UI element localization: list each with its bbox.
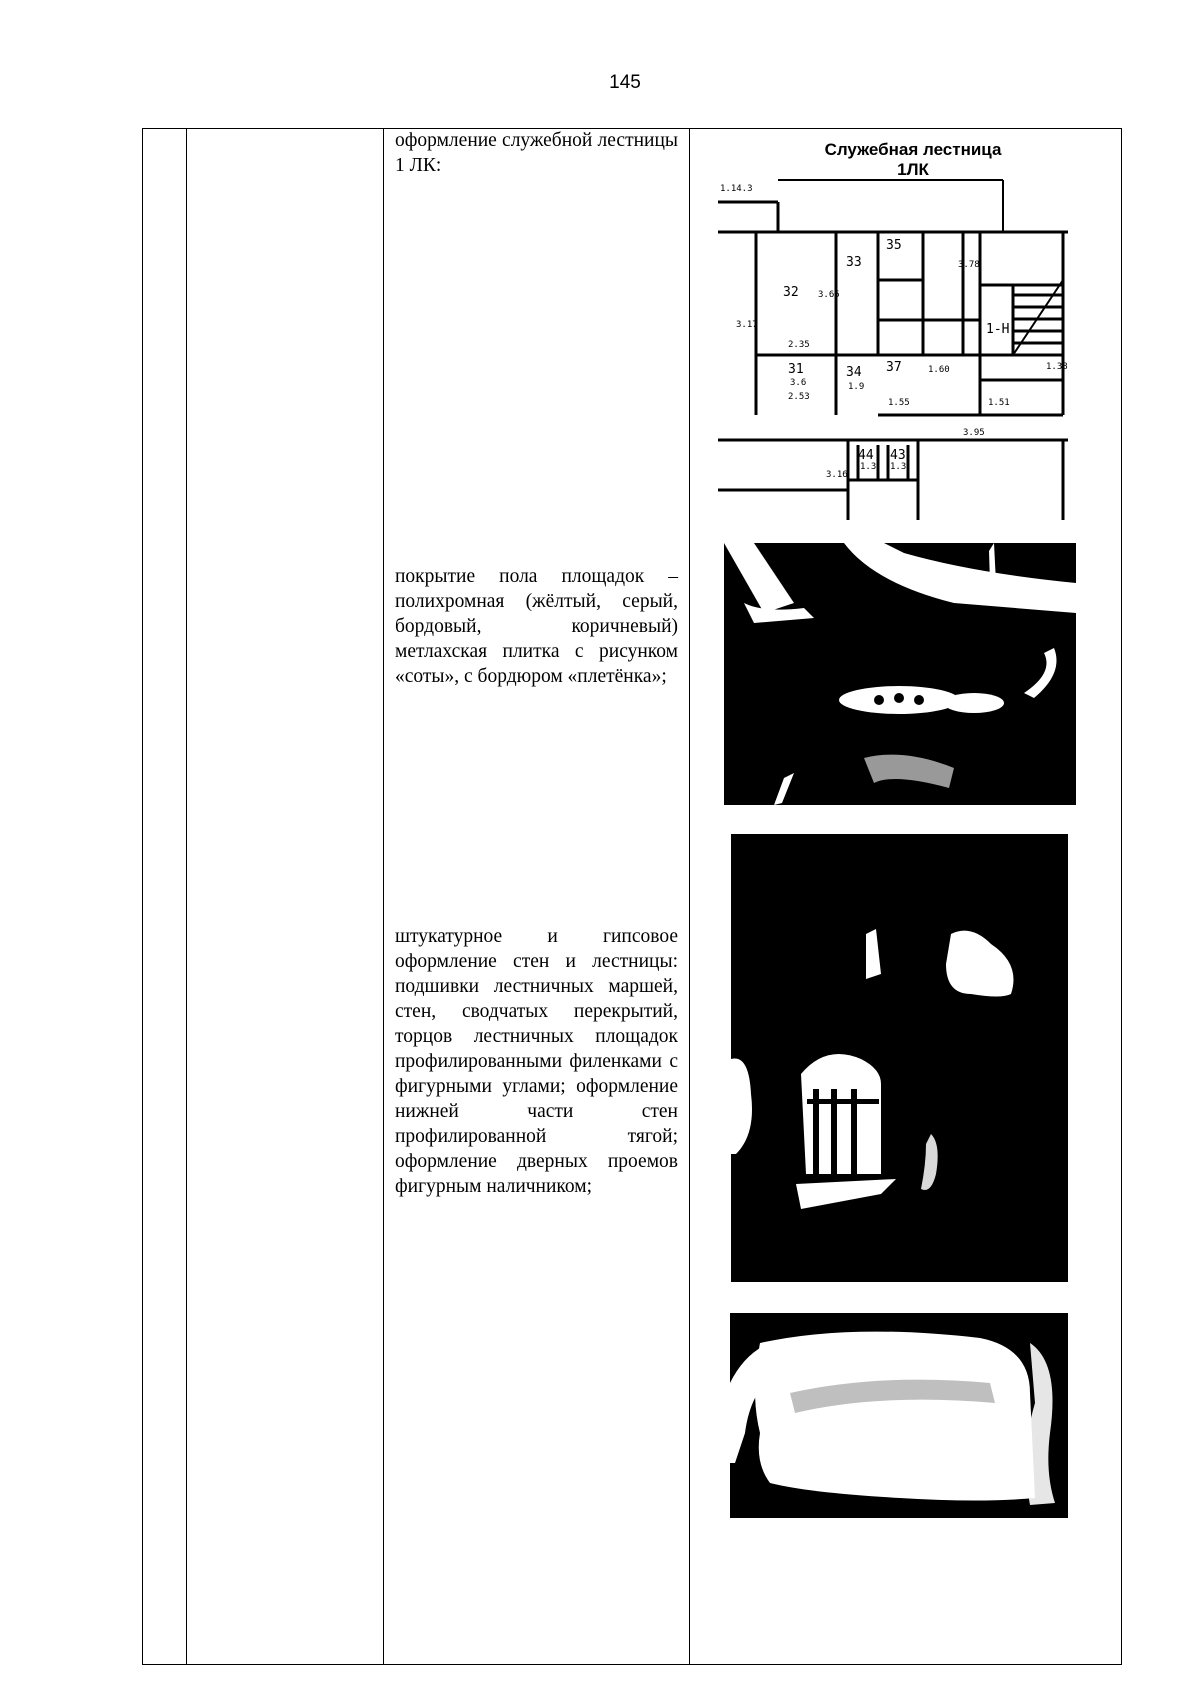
dimension-label: 1.51 xyxy=(988,398,1010,408)
room-label: 37 xyxy=(886,360,902,375)
room-label: 43 xyxy=(890,448,906,463)
dimension-label: 2.53 xyxy=(788,392,810,402)
dimension-label: 3.65 xyxy=(818,290,840,300)
dimension-label: 1.60 xyxy=(928,365,950,375)
page-number: 145 xyxy=(609,72,641,93)
photo-stairwell-window xyxy=(731,834,1068,1282)
plan-dimension-labels xyxy=(718,140,1068,520)
room-label: 35 xyxy=(886,238,902,253)
dimension-label: 3.6 xyxy=(790,378,807,388)
dimension-label: 3.95 xyxy=(963,428,985,438)
description-stair-design: оформление служебной лестницы 1 ЛК: xyxy=(395,130,678,176)
dimension-label: 1.38 xyxy=(1046,362,1068,372)
room-label: 44 xyxy=(858,448,874,463)
dimension-label: 1.9 xyxy=(848,382,865,392)
description-plaster-decor: штукатурное и гипсовое оформление стен и лестницы: подшивки лестничных маршей, стен, сводчатых перекрытий, торцов лестничных площадок профилированными филенками с фигурными углами; оформление нижней части стен профилированной тягой; оформление дверных проемов фигурным наличником; xyxy=(395,926,678,1197)
photo-stairwell-window-svg xyxy=(731,834,1068,1282)
dimension-label: 2.35 xyxy=(788,340,810,350)
dimension-label: 1.14.3 xyxy=(720,184,753,194)
room-label: 32 xyxy=(783,285,799,300)
description-floor-tiles: покрытие пола площадок – полихромная (жёлтый, серый, бордовый, коричневый) метлахская плитка с рисунком «соты», с бордюром «плетёнка»; xyxy=(395,566,678,687)
dimension-label: 3.17 xyxy=(736,320,758,330)
room-label: 1-Н xyxy=(986,322,1010,337)
plan-title-line1: Служебная лестница xyxy=(824,140,1002,159)
room-label: 33 xyxy=(846,255,862,270)
plan-title-line2: 1ЛК xyxy=(897,160,929,179)
dimension-label: 1.3 xyxy=(890,462,907,472)
photo-landing-floor xyxy=(724,543,1076,805)
column-divider-1 xyxy=(186,128,187,1665)
photo-ceiling-molding xyxy=(730,1313,1068,1518)
dimension-label: 3.16 xyxy=(826,470,848,480)
dimension-label: 1.55 xyxy=(888,398,910,408)
column-divider-2 xyxy=(383,128,384,1665)
floor-plan-drawing xyxy=(718,140,1068,520)
dimension-label: 3.78 xyxy=(958,260,980,270)
photo-landing-floor-svg xyxy=(724,543,1076,805)
room-label: 31 xyxy=(788,362,804,377)
room-label: 34 xyxy=(846,365,862,380)
column-divider-3 xyxy=(689,128,690,1665)
dimension-label: 1.3 xyxy=(860,462,877,472)
photo-ceiling-molding-svg xyxy=(730,1313,1068,1518)
